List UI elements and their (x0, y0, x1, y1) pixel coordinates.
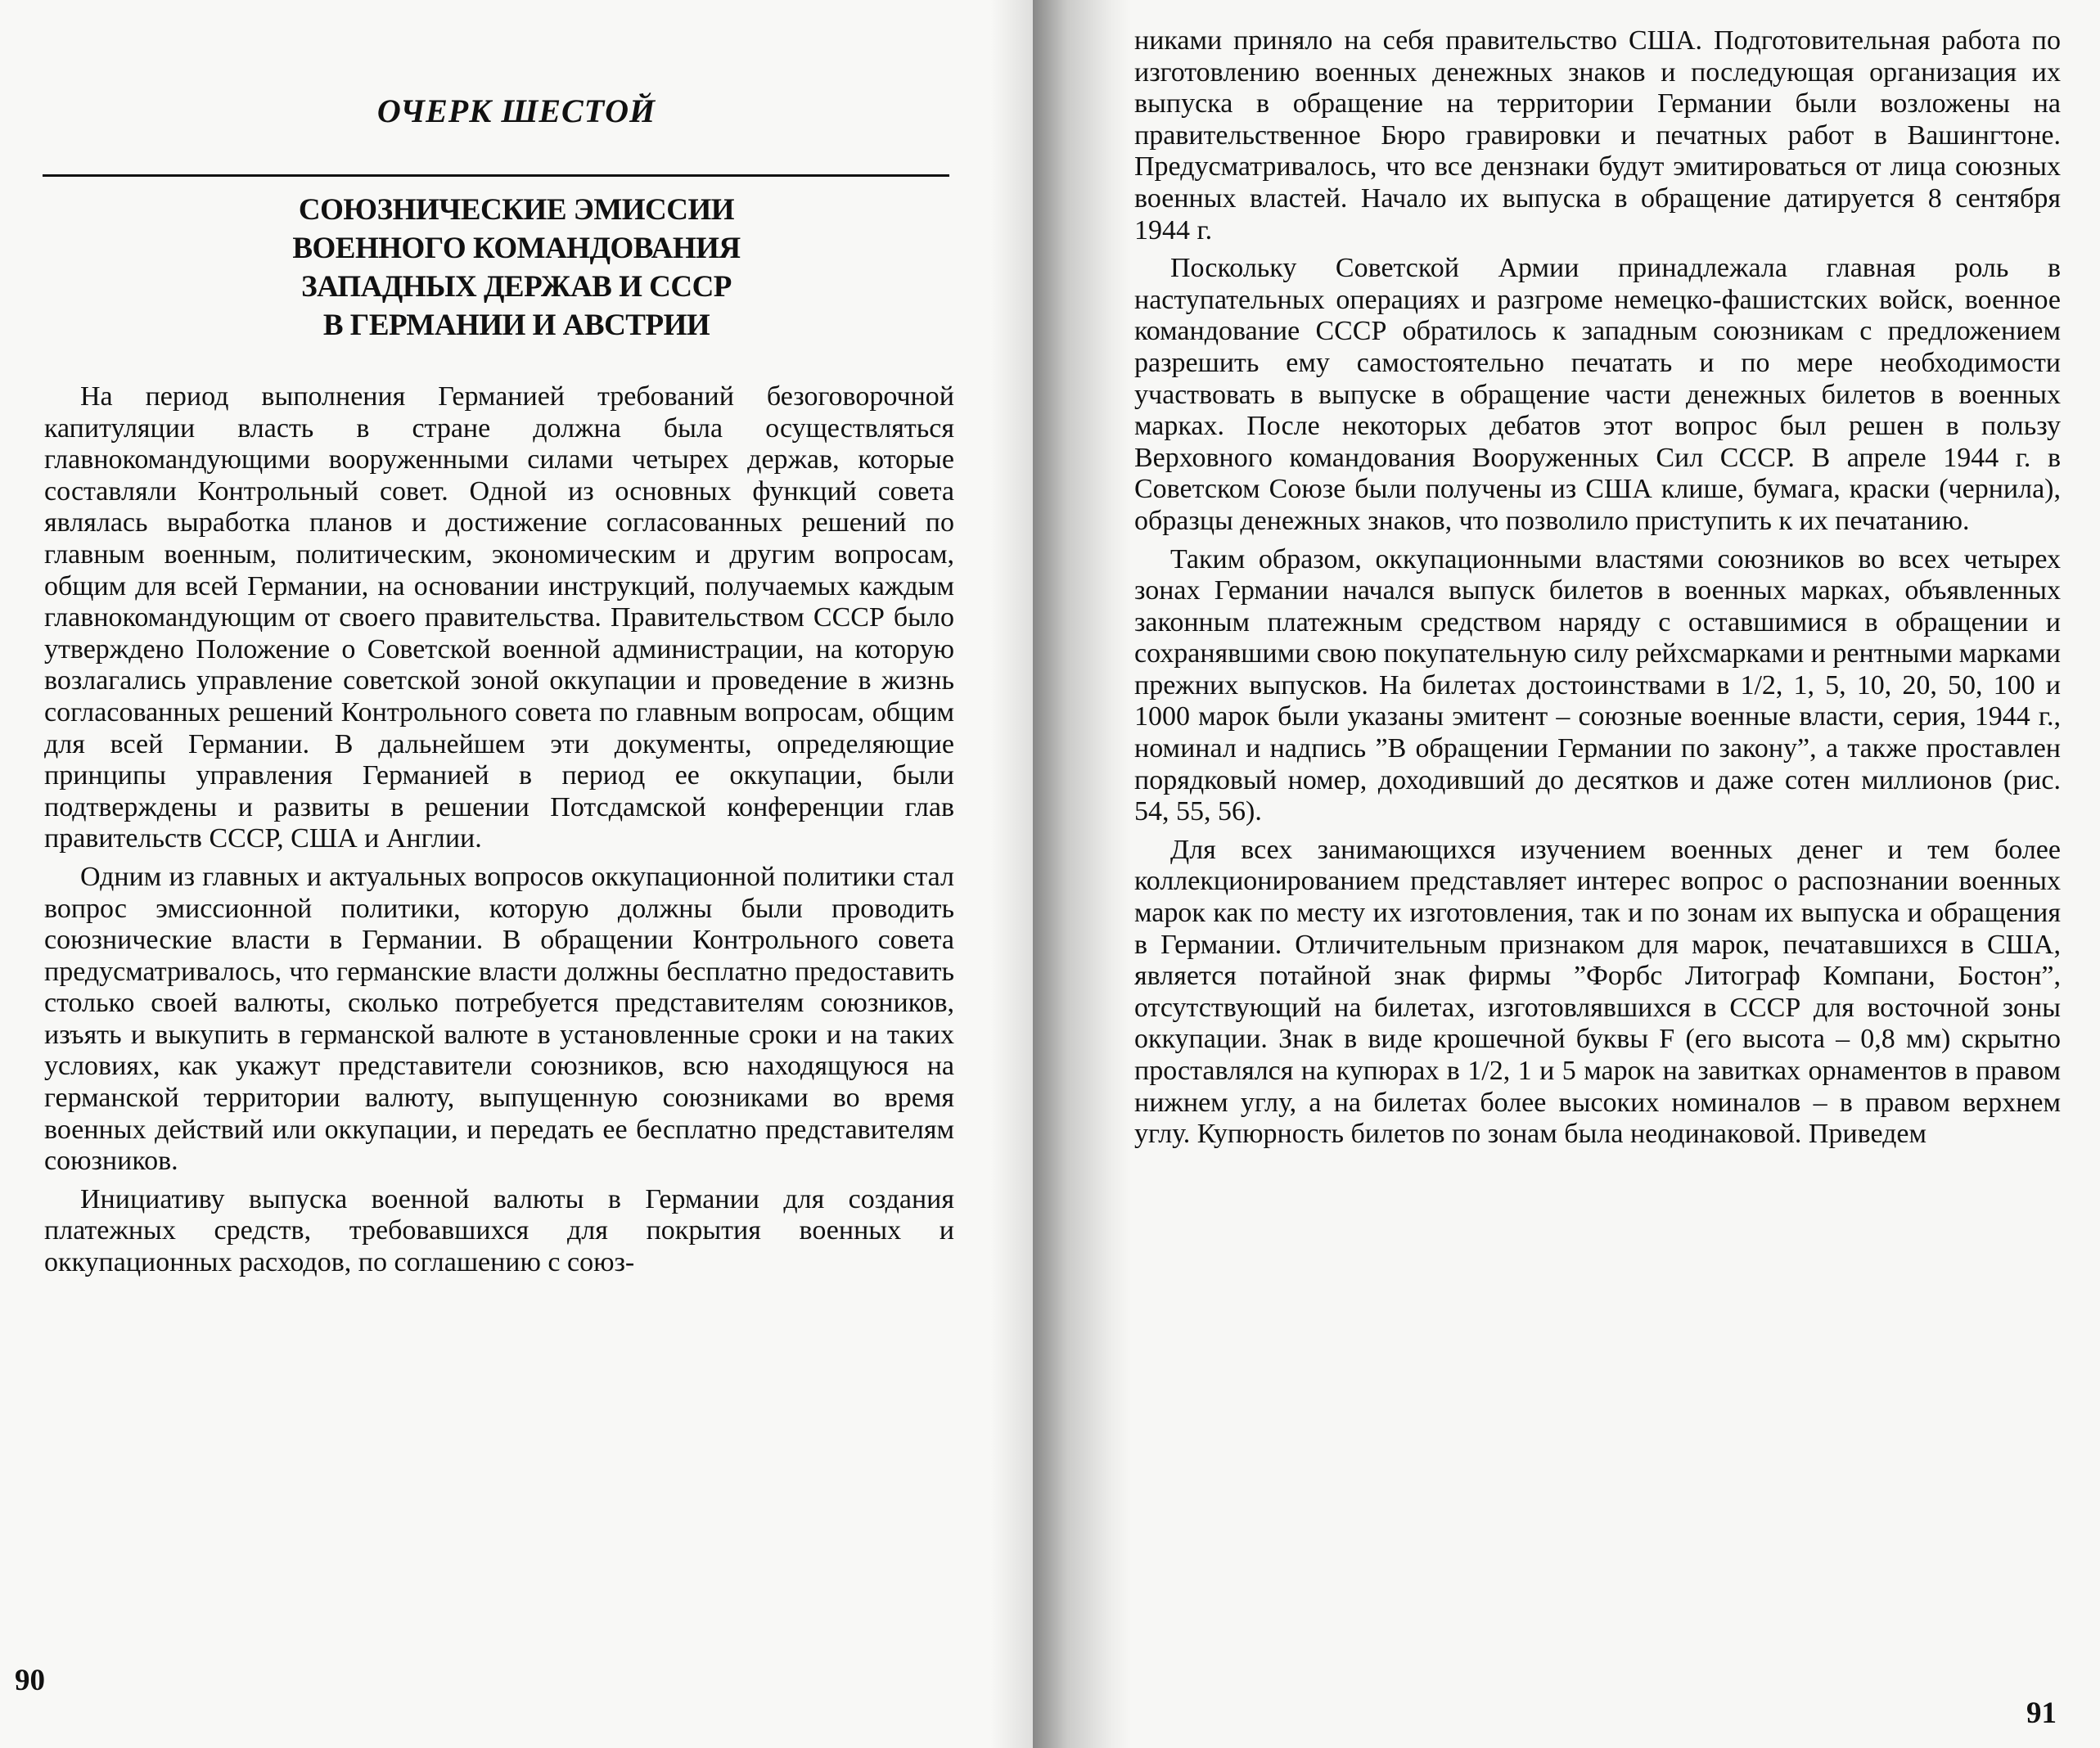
chapter-title-line: ВОЕННОГО КОМАНДОВАНИЯ (292, 232, 741, 265)
running-head: ОЧЕРК ШЕСТОЙ (376, 92, 656, 129)
right-body-text (1134, 25, 2061, 1151)
header-rule (43, 174, 949, 177)
paragraph: Таким образом, оккупационными властями союзников во всех четырех зонах Германии начался выпуск билетов в военных марках, объявленных законным платежным средством наряду с оставшимися в обращении и сохранявшими свою покупательную силу рейхсмарками и рентными марками прежних выпусков. На билетах достоинствами в 1/2, 1, 5, 10, 20, 50, 100 и 1000 марок были указаны эмитент – союзные военные власти, серия, 1944 г., номинал и надпись ”В обращении Германии по закону”, а также проставлен порядковый номер, доходивший до десятков и даже сотен миллионов (рис. 54, 55, 56). (1134, 543, 2061, 827)
paragraph: Для всех занимающихся изучением военных денег и тем более коллекционированием представляет интерес вопрос о распознании военных марок как по месту их изготовления, так и по зонам их выпуска и обращения в Германии. Отличительным признаком для марок, печатавшихся в США, является потайной знак фирмы ”Форбс Литограф Компани, Бостон”, отсутствующий на билетах, изготовлявшихся в СССР для восточной зоны оккупации. Знак в виде крошечной буквы F (его высота – 0,8 мм) скрытно проставлялся на купюрах в 1/2, 1 и 5 марок на завитках орнаментов в правом нижнем углу, а на билетах более высоких номиналов – в правом верхнем углу. Купюрность билетов по зонам была неодинаковой. Приведем (1134, 834, 2061, 1150)
paragraph: никами приняло на себя правительство США. Подготовительная работа по изготовлению военных денежных знаков и последующая организация их выпуска в обращение на территории Германии были возложены на правительственное Бюро гравировки и печатных работ в Вашингтоне. Предусматривалось, что все дензнаки будут эмитироваться от лица союзных военных властей. Начало их выпуска в обращение датируется 8 сентября 1944 г. (1134, 25, 2061, 246)
page-number-right: 91 (2026, 1696, 2057, 1730)
left-body-text (44, 381, 954, 1279)
paragraph: На период выполнения Германией требований безоговорочной капитуляции власть в стране должна была осуществляться главнокомандующими вооруженными силами четырех держав, которые составляли Контрольный совет. Одной из основных функций совета являлась выработка планов и достижение согласованных решений по главным военным, политическим, экономическим и другим вопросам, общим для всей Германии, на основании инструкций, получаемых каждым главнокомандующим от своего правительства. Правительством СССР было утверждено Положение о Советской военной администрации, на которую возлагались управление советской зоной оккупации и проведение в жизнь согласованных решений Контрольного совета по главным вопросам, общим для всей Германии. В дальнейшем эти документы, определяющие принципы управления Германией в период ее оккупации, были подтверждены и развиты в решении Потсдамской конференции глав правительств СССР, США и Англии. (44, 381, 954, 854)
left-page (0, 0, 1033, 1748)
paragraph: Поскольку Советской Армии принадлежала главная роль в наступательных операциях и разгроме немецко-фашистских войск, военное командование СССР обратилось к западным союзникам с предложением разрешить ему самостоятельно печатать и по мере необходимости участвовать в выпуске в обращение части денежных билетов в военных марках. После некоторых дебатов этот вопрос был решен в пользу Верховного командования Вооруженных Сил СССР. В апреле 1944 г. в Советском Союзе были получены из США клише, бумага, краски (чернила), образцы денежных знаков, что позволило приступить к их печатанию. (1134, 253, 2061, 536)
chapter-title (0, 191, 1033, 345)
page-number-left: 90 (15, 1664, 45, 1697)
paragraph: Инициативу выпуска военной валюты в Германии для создания платежных средств, требовавшихся для покрытия военных и оккупационных расходов, по соглашению с союз- (44, 1183, 954, 1278)
chapter-title-line: В ГЕРМАНИИ И АВСТРИИ (322, 309, 710, 342)
chapter-title-line: СОЮЗНИЧЕСКИЕ ЭМИССИИ (298, 193, 735, 227)
paragraph: Одним из главных и актуальных вопросов оккупационной политики стал вопрос эмиссионной политики, которую должны были проводить союзнические власти в Германии. В обращении Контрольного совета предусматривалось, что германские власти должны бесплатно предоставить столько своей валюты, сколько потребуется представителям союзников, изъять и выкупить в германской валюте в установленные сроки и на таких условиях, как укажут представители союзников, всю находящуюся на германской территории валюту, выпущенную союзниками во время военных действий или оккупации, и передать ее бесплатно представителям союзников. (44, 861, 954, 1177)
chapter-title-line: ЗАПАДНЫХ ДЕРЖАВ И СССР (301, 270, 732, 304)
